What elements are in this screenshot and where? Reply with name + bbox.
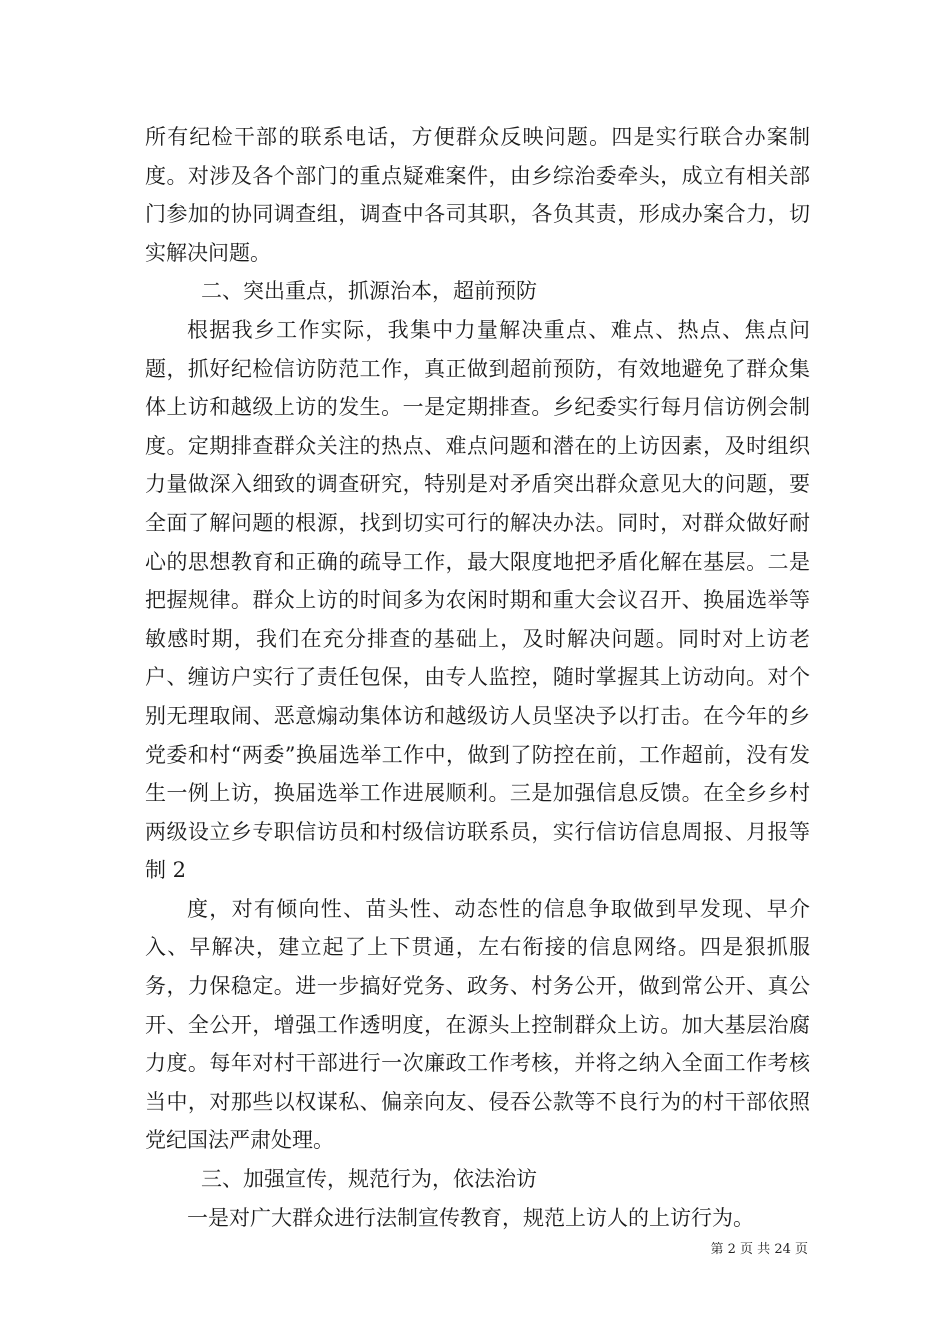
page-footer: 第 2 页 共 24 页 [710, 1242, 808, 1257]
section-heading-2: 二、突出重点，抓源治本，超前预防 [201, 279, 537, 304]
document-body [145, 118, 810, 1237]
paragraph-3: 度，对有倾向性、苗头性、动态性的信息争取做到早发现、早介入、早解决，建立起了上下贯通，左右衔接的信息网络。四是狠抓服务，力保稳定。进一步搞好党务、政务、村务公开，做到常公开、真公开、全公开，增强工作透明度，在源头上控制群众上访。加大基层治腐力度。每年对村干部进行一次廉政工作考核，并将之纳入全面工作考核当中，对那些以权谋私、偏亲向友、侵吞公款等不良行为的村干部依照党纪国法严肃处理。 [145, 896, 810, 1153]
section-heading-3: 三、加强宣传，规范行为，依法治访 [201, 1167, 537, 1192]
paragraph-4: 一是对广大群众进行法制宣传教育，规范上访人的上访行为。 [187, 1205, 754, 1230]
paragraph-2: 根据我乡工作实际，我集中力量解决重点、难点、热点、焦点问题，抓好纪检信访防范工作，真正做到超前预防，有效地避免了群众集体上访和越级上访的发生。一是定期排查。乡纪委实行每月信访例会制度。定期排查群众关注的热点、难点问题和潜在的上访因素，及时组织力量做深入细致的调查研究，特别是对矛盾突出群众意见大的问题，要全面了解问题的根源，找到切实可行的解决办法。同时，对群众做好耐心的思想教育和正确的疏导工作，最大限度地把矛盾化解在基层。二是把握规律。群众上访的时间多为农闲时期和重大会议召开、换届选举等敏感时期，我们在充分排查的基础上，及时解决问题。同时对上访老户、缠访户实行了责任包保，由专人监控，随时掌握其上访动向。对个别无理取闹、恶意煽动集体访和越级访人员坚决予以打击。在今年的乡党委和村“两委”换届选举工作中，做到了防控在前，工作超前，没有发生一例上访，换届选举工作进展顺利。三是加强信息反馈。在全乡乡村两级设立乡专职信访员和村级信访联系员，实行信访信息周报、月报等制 2 [145, 317, 810, 883]
paragraph-1: 所有纪检干部的联系电话，方便群众反映问题。四是实行联合办案制度。对涉及各个部门的重点疑难案件，由乡综治委牵头，成立有相关部门参加的协同调查组，调查中各司其职，各负其责，形成办案合力，切实解决问题。 [145, 125, 810, 265]
